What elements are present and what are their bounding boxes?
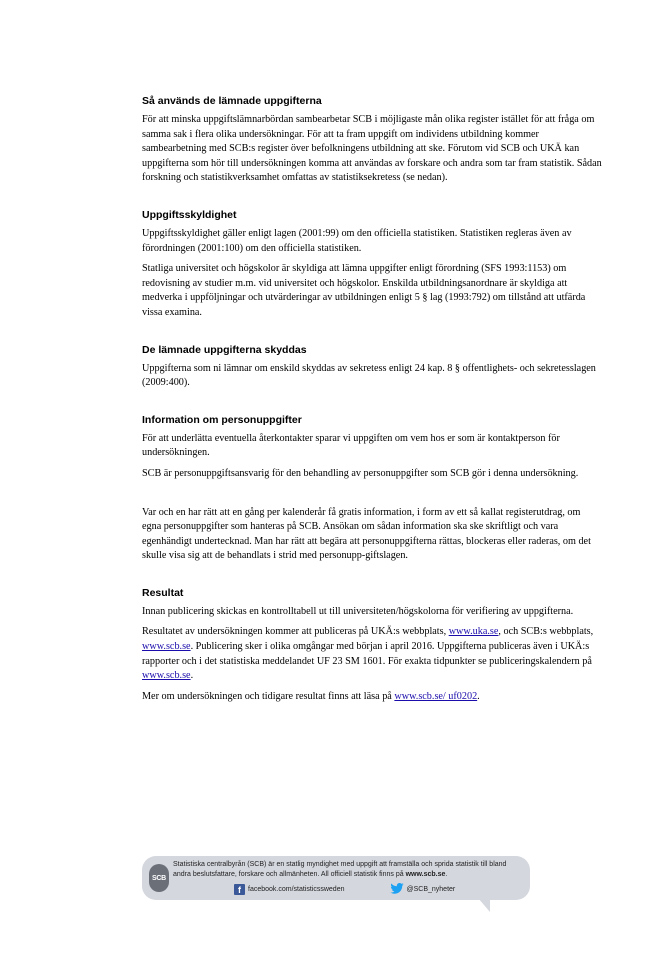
text: . <box>477 690 480 702</box>
section-heading: Resultat <box>142 586 184 599</box>
footer-link[interactable]: www.scb.se <box>405 870 446 878</box>
paragraph: Statliga universitet och högskolor är skyldiga att lämna uppgifter enligt förordning (SFS 1993:1153) om redovisning av studier m.m. vid universitet och högskolor. Enskilda utbildningsanordnare är skyldiga att medverka i uppföljningar och utvärderingar av utbildningen enligt 5 § lag (1993:792) om tillstånd att utfärda vissa examina. <box>142 263 586 318</box>
text: Mer om undersökningen och tidigare resultat finns att läsa på <box>142 690 395 702</box>
text: . Publicering sker i olika omgångar med början i april 2016. Uppgifterna publiceras även i UKÄ:s rapporter och i det statistiska meddelandet UF 23 SM 1601. För exakta tidpunkter se publiceringskalendern på <box>142 641 592 667</box>
paragraph: Innan publicering skickas en kontrolltabell ut till universiteten/högskolorna för verifiering av uppgifterna. <box>142 605 574 617</box>
document-body <box>142 94 602 726</box>
text: Resultatet av undersökningen kommer att publiceras på UKÄ:s webbplats, <box>142 626 449 638</box>
section-heading: Uppgiftsskyldighet <box>142 208 237 221</box>
footer-box <box>142 856 530 900</box>
section-protection <box>142 343 602 391</box>
section-obligation <box>142 208 602 321</box>
paragraph: För att underlätta eventuella återkontakter sparar vi uppgiften om vem hos er som är kontaktperson för undersökningen. <box>142 432 560 459</box>
section-register-extract <box>142 506 602 564</box>
link-uka[interactable]: www.uka.se <box>448 626 499 638</box>
twitter-icon <box>390 883 404 896</box>
section-heading: Så används de lämnade uppgifterna <box>142 95 322 107</box>
footer-text <box>173 860 525 879</box>
text: Statistiska centralbyrån (SCB) är en statlig myndighet med uppgift att framställa och sprida statistik till bland andra beslutsfattare, forskare och allmänheten. All officiell statistik finns på <box>173 861 507 878</box>
facebook-icon: f <box>234 884 245 895</box>
section-result <box>142 586 602 705</box>
paragraph: För att minska uppgiftslämnarbördan sambearbetar SCB i möjligaste mån olika register istället för att fråga om samma sak i flera olika undersökningar. För att ta fram uppgift om individens utbildning kommer sambearbetning med SCB:s register över befolkningens utbildning att ske. Förutom vid SCB och UKÄ kan uppgifterna som hör till undersökningen komma att användas av forskare och andra som tar fram statistik. Sådan forskning och statistikverksamhet omfattas av statistiksekretess (se nedan). <box>142 114 602 184</box>
paragraph: SCB är personuppgiftsansvarig för den behandling av personuppgifter som SCB gör i denna undersökning. <box>142 467 579 479</box>
paragraph: Uppgiftsskyldighet gäller enligt lagen (2001:99) om den officiella statistiken. Statistiken regleras även av förordningen (2001:100) om den officiella statistiken. <box>142 227 572 254</box>
footer-speech-tail <box>478 898 490 912</box>
facebook-link[interactable]: facebook.com/statisticssweden <box>248 886 345 893</box>
text: . <box>445 870 448 878</box>
section-heading: De lämnade uppgifterna skyddas <box>142 343 307 356</box>
text: , och SCB:s webbplats, <box>498 626 594 638</box>
link-scb[interactable]: www.scb.se <box>142 641 191 653</box>
social-links <box>234 883 455 896</box>
link-uf0202[interactable]: www.scb.se/ uf0202 <box>394 690 478 702</box>
text: . <box>190 670 194 682</box>
link-scb-calendar[interactable]: www.scb.se <box>142 670 191 682</box>
scb-logo: SCB <box>149 864 169 892</box>
paragraph <box>142 625 602 683</box>
paragraph <box>142 690 602 705</box>
twitter-link[interactable]: @SCB_nyheter <box>406 886 456 893</box>
section-usage <box>142 94 602 186</box>
paragraph: Uppgifterna som ni lämnar om enskild skyddas av sekretess enligt 24 kap. 8 § offentlighets- och sekretesslagen (2009:400). <box>142 362 596 389</box>
section-heading: Information om personuppgifter <box>142 413 302 426</box>
paragraph: Var och en har rätt att en gång per kalenderår få gratis information, i form av ett så kallat registerutdrag, om egna personuppgifter som hanteras på SCB. Ansökan om sådan information ska ske skriftligt och vara egenhändigt undertecknad. Man har rätt att begära att personuppgifterna rättas, blockeras eller raderas, om det skulle visa sig att de behandlats i strid med personupp-giftslagen. <box>142 506 591 562</box>
section-personal-data <box>142 413 602 482</box>
